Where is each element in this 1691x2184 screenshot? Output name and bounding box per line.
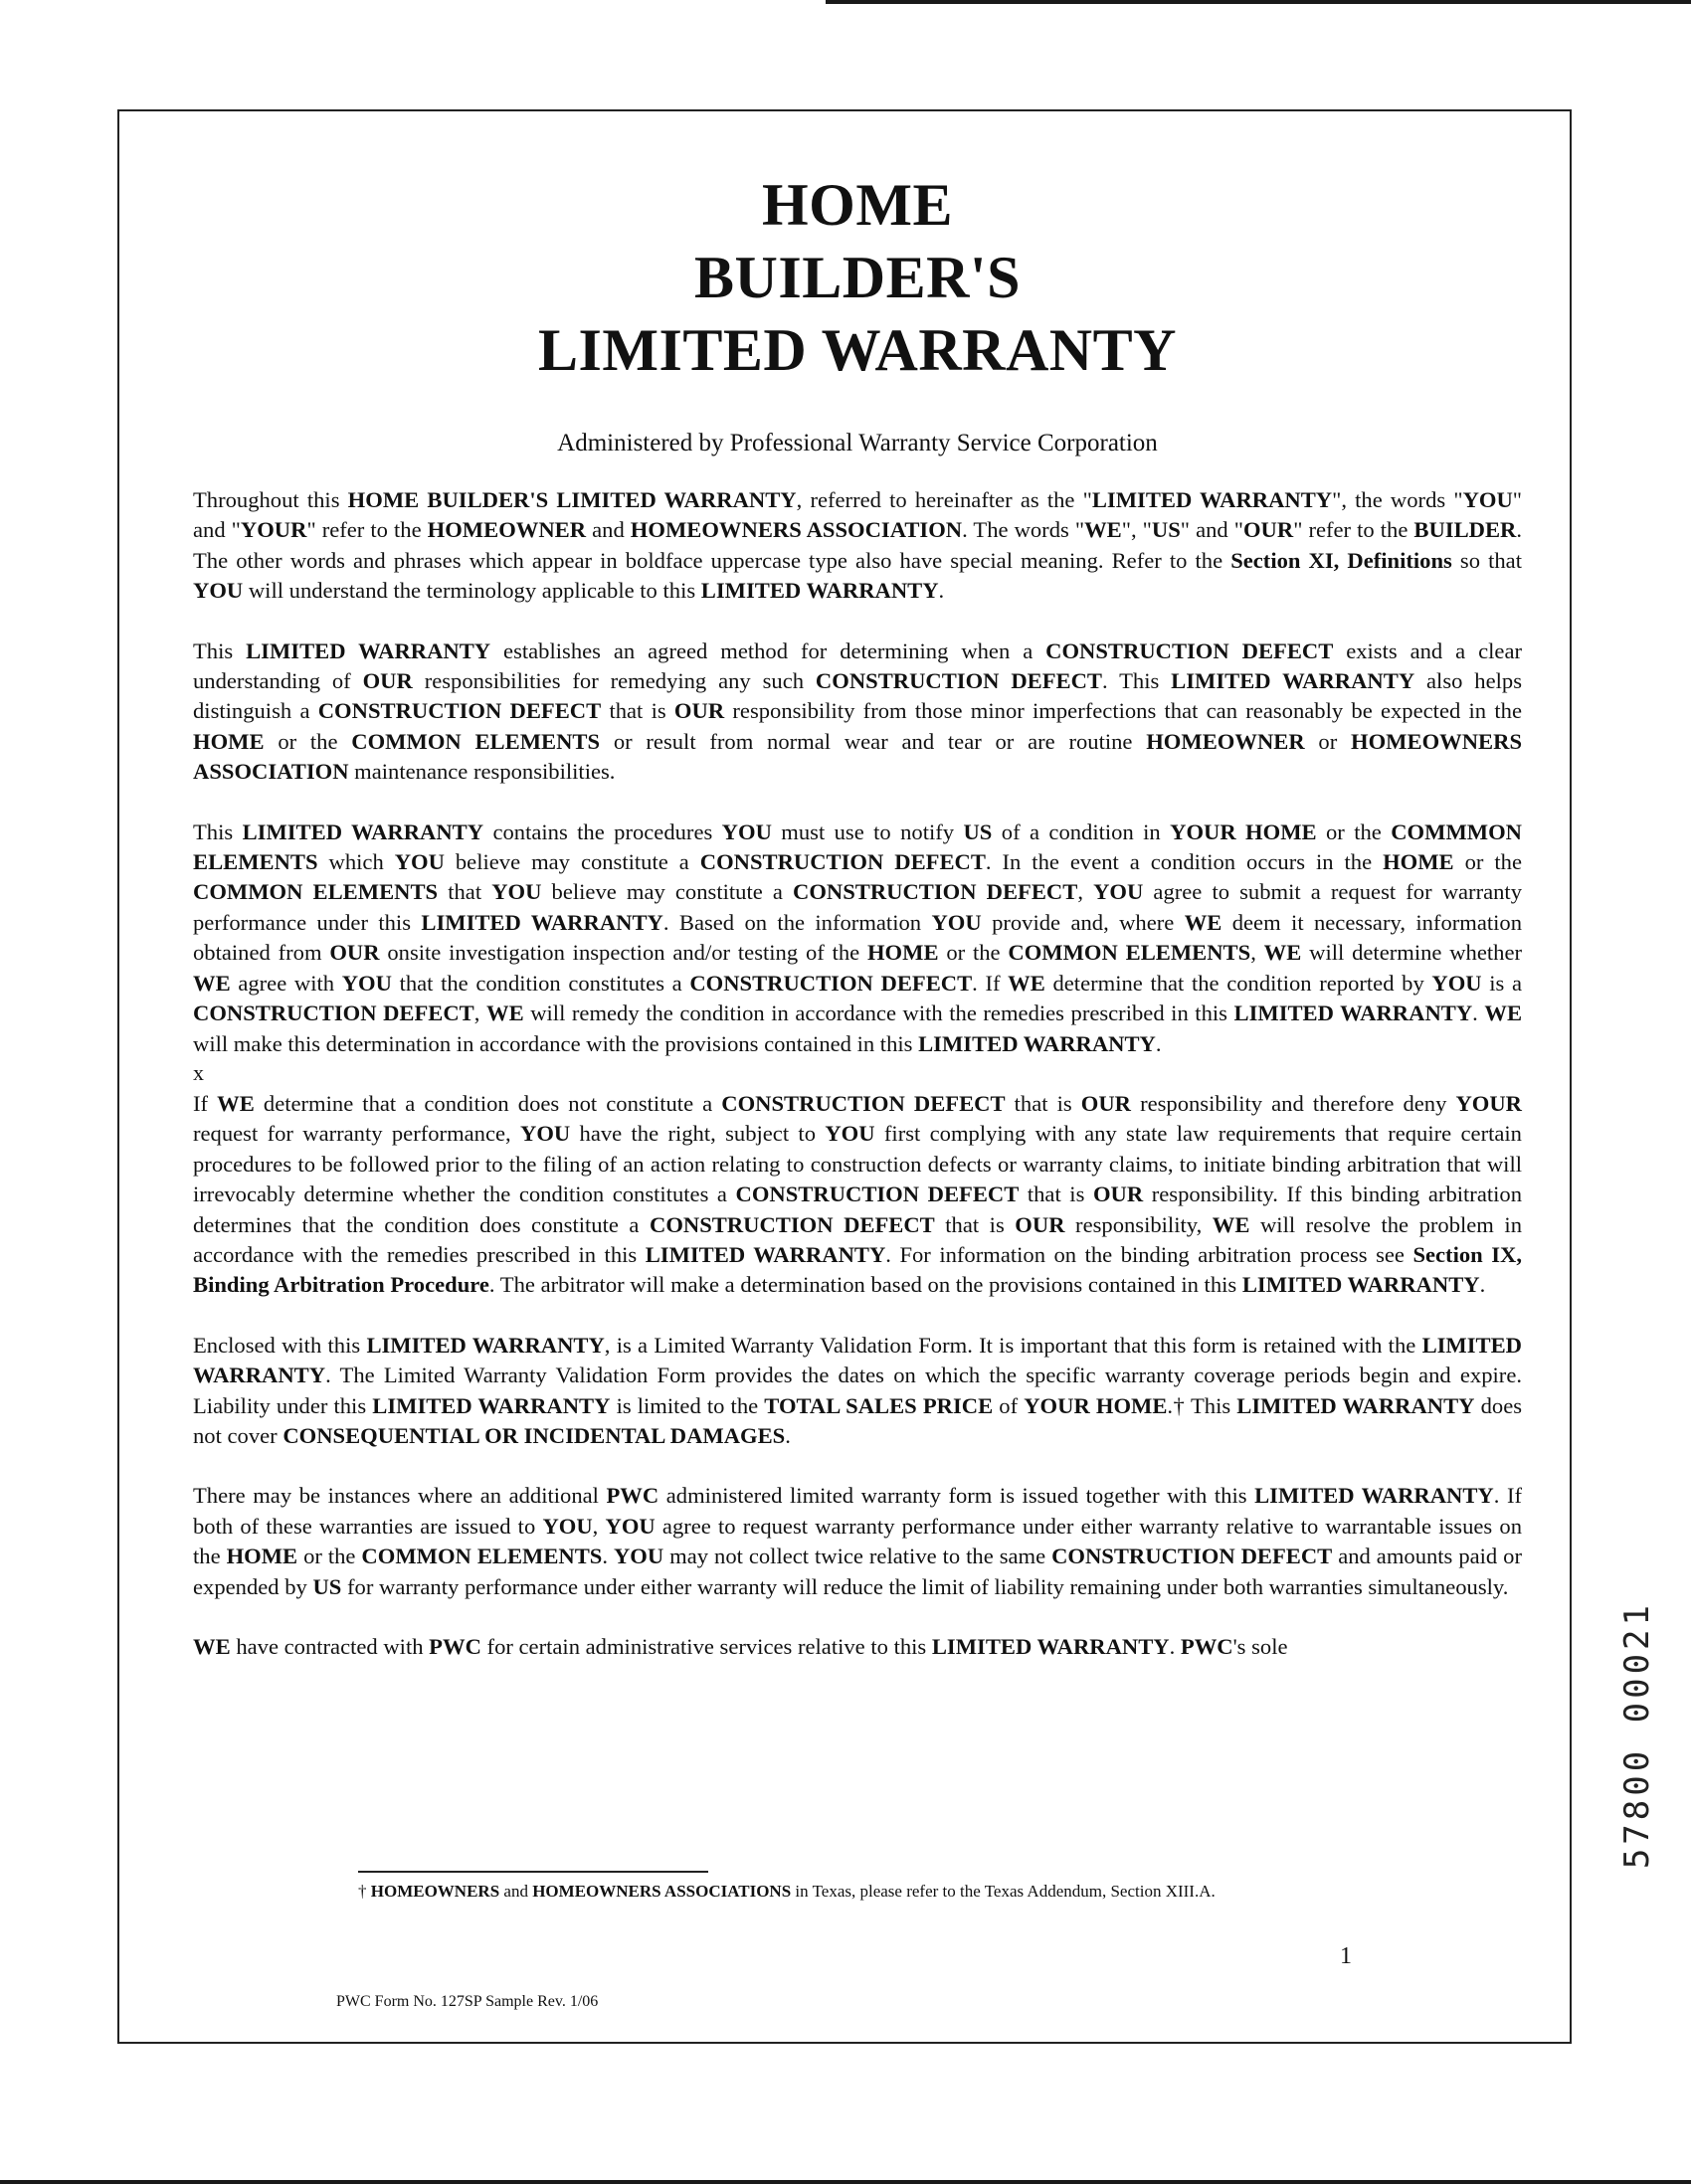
- bold-term: YOU: [1431, 970, 1482, 996]
- footnote-texas: [358, 1880, 1343, 1904]
- text-run: may not collect twice relative to the same: [663, 1544, 1052, 1569]
- text-run: or the: [1316, 819, 1392, 844]
- footnote-divider: [358, 1871, 708, 1873]
- bold-term: HOMEOWNERS ASSOCIATIONS: [532, 1882, 792, 1901]
- text-run: is limited to the: [610, 1392, 765, 1418]
- bold-term: LIMITED WARRANTY: [1236, 1392, 1475, 1418]
- document-subtitle: Administered by Professional Warranty Service Corporation: [557, 430, 1158, 456]
- text-run: responsibilities for remedying any such: [412, 668, 816, 694]
- text-run: request for warranty performance,: [193, 1121, 520, 1147]
- text-run: will remedy the condition in accordance with the remedies prescribed in this: [523, 1001, 1234, 1026]
- bold-term: OUR: [329, 940, 380, 966]
- text-run: in Texas, please refer to the Texas Addendum, Section XIII.A.: [791, 1882, 1216, 1901]
- title-line-1: HOME: [762, 172, 953, 238]
- text-run: believe may constitute a: [444, 849, 700, 875]
- bold-term: HOMEOWNERS ASSOCIATION: [630, 517, 963, 543]
- text-run: for certain administrative services relative to this: [480, 1634, 932, 1659]
- bold-term: HOME BUILDER'S LIMITED WARRANTY: [347, 487, 797, 512]
- text-run: . Based on the information: [662, 909, 932, 935]
- text-run: Enclosed with this: [193, 1332, 367, 1358]
- text-run: that is: [601, 698, 674, 724]
- document-body: [193, 169, 1522, 1692]
- text-run: . If: [972, 970, 1009, 996]
- bold-term: OUR: [1080, 1090, 1131, 1116]
- bold-term: CONSTRUCTION DEFECT: [650, 1211, 935, 1237]
- bold-term: OUR: [673, 698, 725, 724]
- text-run: that is: [1005, 1090, 1081, 1116]
- bold-term: CONSTRUCTION DEFECT: [699, 849, 986, 875]
- bold-term: Section IX, Binding Arbitration Procedure: [193, 1241, 1522, 1298]
- text-run: Throughout this: [193, 487, 348, 512]
- bold-term: LIMITED WARRANTY: [246, 637, 491, 663]
- text-run: agree to submit a request for warranty performance under this: [193, 879, 1522, 935]
- bold-term: LIMITED WARRANTY: [366, 1332, 605, 1358]
- text-run: does not cover: [193, 1392, 1523, 1448]
- bold-term: BUILDER: [1413, 517, 1517, 543]
- text-run: .: [938, 578, 945, 604]
- bold-term: YOU: [605, 1513, 656, 1539]
- bold-term: COMMON ELEMENTS: [193, 879, 439, 905]
- form-identifier: PWC Form No. 127SP Sample Rev. 1/06: [336, 1993, 599, 2010]
- bold-term: Section XI, Definitions: [1230, 547, 1452, 573]
- text-run: that the condition constitutes a: [391, 970, 690, 996]
- text-run: . The other words and phrases which appear in boldface uppercase type also have special meaning. Refer to the: [193, 517, 1523, 573]
- text-run: that is: [1019, 1182, 1093, 1207]
- text-run: agree with: [230, 970, 342, 996]
- title-line-3: LIMITED WARRANTY: [538, 317, 1177, 383]
- text-run: This: [193, 819, 243, 844]
- text-run: agree to request warranty performance under either warranty relative to warrantable issues on the: [193, 1513, 1522, 1569]
- text-run: .: [1155, 1030, 1162, 1056]
- text-run: determine that a condition does not constitute a: [254, 1090, 722, 1116]
- text-run: exists and a clear understanding of: [193, 637, 1522, 694]
- text-run: maintenance responsibilities.: [348, 759, 616, 785]
- text-run: have contracted with: [230, 1634, 430, 1659]
- bold-term: YOUR HOME: [1170, 819, 1317, 844]
- bold-term: US: [312, 1573, 342, 1599]
- text-run: . For information on the binding arbitration process see: [885, 1241, 1413, 1267]
- bold-term: YOU: [394, 849, 445, 875]
- text-run: ,: [473, 1001, 486, 1026]
- bold-term: WE: [1212, 1211, 1250, 1237]
- text-run: , is a Limited Warranty Validation Form. It is important that this form is retained with the: [604, 1332, 1422, 1358]
- text-run: or the: [1453, 849, 1522, 875]
- text-run: . If both of these warranties are issued to: [193, 1483, 1523, 1539]
- bold-term: CONSEQUENTIAL OR INCIDENTAL DAMAGES: [282, 1422, 786, 1448]
- bold-term: WE: [193, 1634, 231, 1659]
- text-run: responsibility,: [1064, 1211, 1213, 1237]
- text-run: and amounts paid or expended by: [193, 1544, 1522, 1599]
- text-run: " refer to the: [1293, 517, 1414, 543]
- text-run: 's sole: [1232, 1634, 1288, 1659]
- text-run: establishes an agreed method for determining when a: [490, 637, 1046, 663]
- text-run: is a: [1481, 970, 1523, 996]
- bold-term: TOTAL SALES PRICE: [764, 1392, 994, 1418]
- bold-term: WE: [1084, 517, 1122, 543]
- text-run: and: [586, 517, 631, 543]
- text-run: .: [1169, 1634, 1181, 1659]
- bold-term: YOU: [613, 1544, 664, 1569]
- text-run: or: [1304, 728, 1352, 754]
- bold-term: WE: [1184, 909, 1222, 935]
- paragraph-procedures: [193, 818, 1522, 1059]
- bold-term: OUR: [362, 668, 413, 694]
- text-run: also helps distinguish a: [193, 668, 1522, 724]
- bold-term: YOU: [931, 909, 982, 935]
- bold-term: CONSTRUCTION DEFECT: [1045, 637, 1334, 663]
- bold-term: YOU: [825, 1121, 875, 1147]
- bold-term: WE: [217, 1090, 255, 1116]
- bold-term: US: [1151, 517, 1181, 543]
- bold-term: LIMITED WARRANTY: [242, 819, 484, 844]
- bold-term: COMMON ELEMENTS: [351, 728, 601, 754]
- bold-term: HOME: [226, 1544, 298, 1569]
- text-run: or the: [264, 728, 352, 754]
- text-run: ", the words ": [1332, 487, 1463, 512]
- paragraph-validation-form: [193, 1331, 1522, 1452]
- bold-term: CONSTRUCTION DEFECT: [793, 879, 1078, 905]
- paragraph-intro: [193, 485, 1522, 607]
- bold-term: HOMEOWNER: [427, 517, 587, 543]
- bold-term: CONSTRUCTION DEFECT: [721, 1090, 1006, 1116]
- bold-term: OUR: [1092, 1182, 1144, 1207]
- text-run: will determine whether: [1301, 940, 1523, 966]
- text-run: ", ": [1121, 517, 1152, 543]
- bold-term: PWC: [1180, 1634, 1233, 1659]
- bold-term: WE: [1008, 970, 1045, 996]
- text-run: .: [1479, 1272, 1486, 1298]
- bold-term: YOU: [341, 970, 392, 996]
- text-run: will resolve the problem in accordance with the remedies prescribed in this: [193, 1211, 1522, 1267]
- text-run: so that: [1451, 547, 1522, 573]
- bold-term: YOU: [520, 1121, 571, 1147]
- bold-term: LIMITED WARRANTY: [1171, 668, 1415, 694]
- text-run: . The words ": [962, 517, 1085, 543]
- bold-term: HOME: [866, 940, 939, 966]
- text-run: . The arbitrator will make a determination based on the provisions contained in this: [488, 1272, 1242, 1298]
- bold-term: YOU: [491, 879, 542, 905]
- bold-term: HOMEOWNERS ASSOCIATION: [193, 728, 1523, 785]
- text-run: determine that the condition reported by: [1044, 970, 1432, 996]
- bold-term: LIMITED WARRANTY: [372, 1392, 611, 1418]
- text-run: , referred to hereinafter as the ": [796, 487, 1092, 512]
- text-run: onsite investigation inspection and/or testing of the: [379, 940, 867, 966]
- text-run: . This: [1102, 668, 1172, 694]
- text-run: will make this determination in accordance with the provisions contained in this: [193, 1030, 919, 1056]
- text-run: " and ": [1180, 517, 1243, 543]
- bold-term: HOMEOWNERS: [370, 1882, 500, 1901]
- text-run: or the: [938, 940, 1009, 966]
- text-run: of a condition in: [992, 819, 1171, 844]
- stray-mark: x: [193, 1059, 204, 1085]
- bates-stamp: 57800 00021: [1617, 1601, 1657, 1870]
- bold-term: LIMITED WARRANTY: [1091, 487, 1333, 512]
- bold-term: WE: [485, 1001, 524, 1026]
- page-number: 1: [1340, 1943, 1352, 1969]
- text-run: responsibility and therefore deny: [1130, 1090, 1456, 1116]
- bold-term: CONSTRUCTION DEFECT: [689, 970, 973, 996]
- bold-term: CONSTRUCTION DEFECT: [735, 1182, 1020, 1207]
- bold-term: COMMON ELEMENTS: [1008, 940, 1251, 966]
- text-run: for warranty performance under either warranty will reduce the limit of liability remaining under both warranties simultaneously.: [341, 1573, 1509, 1599]
- text-run: .† This: [1167, 1392, 1237, 1418]
- bold-term: LIMITED WARRANTY: [918, 1030, 1156, 1056]
- text-run: " refer to the: [306, 517, 428, 543]
- text-run: .: [1472, 1001, 1485, 1026]
- text-run: responsibility from those minor imperfections that can reasonably be expected in the: [724, 698, 1522, 724]
- bold-term: LIMITED WARRANTY: [1254, 1483, 1494, 1509]
- bold-term: YOUR: [1455, 1090, 1522, 1116]
- bold-term: HOME: [193, 728, 265, 754]
- bold-term: YOU: [193, 578, 244, 604]
- bold-term: HOME: [1383, 849, 1454, 875]
- paragraph-pwc-services: [193, 1632, 1522, 1662]
- bold-term: YOU: [721, 819, 772, 844]
- text-run: . In the event a condition occurs in the: [985, 849, 1384, 875]
- scan-top-edge-rule: [826, 0, 1691, 4]
- bold-term: YOU: [1462, 487, 1513, 512]
- paragraph-additional-warranty: [193, 1481, 1522, 1602]
- text-run: first complying with any state law requirements that require certain procedures to be followed prior to the filing of an action relating to construction defects or warranty claims, to initiate binding arbitration that will irrevocably determine whether the condition constitutes a: [193, 1121, 1522, 1207]
- text-run: must use to notify: [771, 819, 964, 844]
- bold-term: LIMITED WARRANTY: [645, 1241, 886, 1267]
- text-run: deem it necessary, information obtained from: [193, 909, 1523, 966]
- text-run: responsibility. If this binding arbitration determines that the condition does constitute a: [193, 1182, 1522, 1237]
- text-run: . The Limited Warranty Validation Form provides the dates on which the specific warranty coverage periods begin and expire. Liability under this: [193, 1363, 1522, 1418]
- text-run: ,: [1250, 940, 1264, 966]
- document-title: [193, 169, 1522, 387]
- text-run: which: [317, 849, 395, 875]
- text-run: believe may constitute a: [541, 879, 794, 905]
- bold-term: LIMITED WARRANTY: [1241, 1272, 1480, 1298]
- bold-term: LIMITED WARRANTY: [1233, 1001, 1473, 1026]
- bold-term: OUR: [1242, 517, 1294, 543]
- bold-term: WE: [1484, 1001, 1523, 1026]
- bold-term: COMMON ELEMENTS: [361, 1544, 603, 1569]
- bold-term: YOUR HOME: [1024, 1392, 1168, 1418]
- text-run: There may be instances where an additional: [193, 1483, 607, 1509]
- bold-term: WE: [193, 970, 231, 996]
- text-run: This: [193, 637, 247, 663]
- bold-term: LIMITED WARRANTY: [193, 1332, 1522, 1388]
- bold-term: LIMITED WARRANTY: [931, 1634, 1170, 1659]
- text-run: of: [993, 1392, 1025, 1418]
- bold-term: CONSTRUCTION DEFECT: [193, 1001, 474, 1026]
- bold-term: OUR: [1015, 1211, 1065, 1237]
- text-run: will understand the terminology applicable to this: [243, 578, 701, 604]
- text-run: or result from normal wear and tear or are routine: [600, 728, 1147, 754]
- text-run: have the right, subject to: [570, 1121, 826, 1147]
- text-run: that is: [934, 1211, 1016, 1237]
- bold-term: CONSTRUCTION DEFECT: [815, 668, 1102, 694]
- bold-term: US: [963, 819, 993, 844]
- text-run: administered limited warranty form is issued together with this: [658, 1483, 1255, 1509]
- text-run: that: [438, 879, 492, 905]
- bold-term: YOU: [1093, 879, 1144, 905]
- text-run: ,: [592, 1513, 606, 1539]
- bold-term: LIMITED WARRANTY: [421, 909, 663, 935]
- text-run: †: [358, 1882, 371, 1901]
- bold-term: YOUR: [240, 517, 307, 543]
- text-run: .: [785, 1422, 791, 1448]
- bold-term: YOU: [542, 1513, 593, 1539]
- text-run: If: [193, 1090, 218, 1116]
- bold-term: WE: [1263, 940, 1302, 966]
- bold-term: PWC: [429, 1634, 481, 1659]
- text-run: and: [499, 1882, 533, 1901]
- text-run: ,: [1077, 879, 1094, 905]
- text-run: or the: [297, 1544, 362, 1569]
- bold-term: HOMEOWNER: [1146, 728, 1305, 754]
- text-run: .: [602, 1544, 614, 1569]
- title-line-2: BUILDER'S: [694, 245, 1021, 310]
- bold-term: COMMMON ELEMENTS: [193, 819, 1522, 875]
- bold-term: LIMITED WARRANTY: [700, 578, 939, 604]
- bold-term: CONSTRUCTION DEFECT: [1051, 1544, 1333, 1569]
- text-run: " and ": [193, 487, 1523, 543]
- paragraph-arbitration: [193, 1089, 1522, 1301]
- scan-bottom-edge-rule: [0, 2180, 1691, 2184]
- bold-term: CONSTRUCTION DEFECT: [317, 698, 602, 724]
- text-run: provide and, where: [981, 909, 1185, 935]
- bold-term: PWC: [606, 1483, 659, 1509]
- text-run: contains the procedures: [483, 819, 722, 844]
- paragraph-method: [193, 637, 1522, 788]
